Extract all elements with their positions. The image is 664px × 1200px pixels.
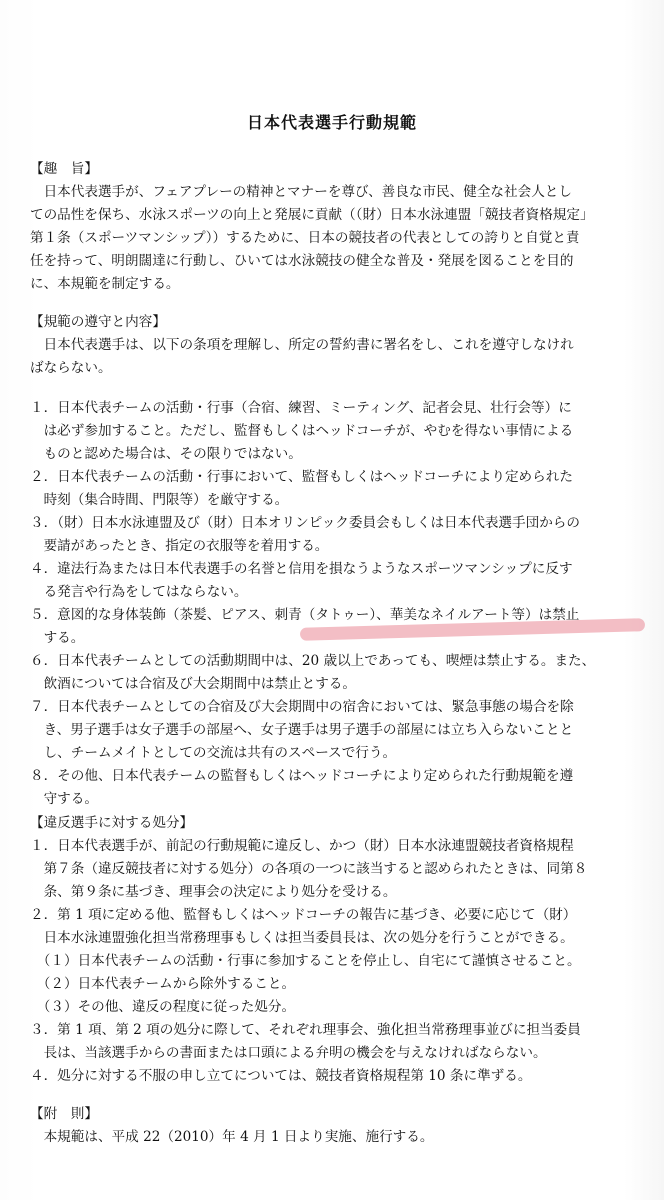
text-line: ２．日本代表チームの活動・行事において、監督もしくはヘッドコーチにより定められた [30,469,573,485]
text-line: １．日本代表チームの活動・行事（合宿、練習、ミーティング、記者会見、壮行会等）に [30,400,572,416]
text-line: する。 [30,630,85,646]
text-line: ８．その他、日本代表チームの監督もしくはヘッドコーチにより定められた行動規範を遵 [30,768,574,784]
text-line: 本規範は、平成 22（2010）年 4 月 1 日より実施、施行する。 [30,1129,434,1145]
text-line: 守する。 [30,791,98,807]
text-line: ５．意図的な身体装飾（茶髪、ピアス、刺青（タトゥー）、華美なネイルアート等）は禁止 [30,607,580,623]
text-line: 日本水泳連盟強化担当常務理事もしくは担当委員長は、次の処分を行うことができる。 [30,930,574,946]
text-line: （３）その他、違反の程度に従った処分。 [30,999,296,1015]
text-line: 【趣 旨】 [30,161,98,177]
text-line: る発言や行為をしてはならない。 [30,584,248,600]
text-line: し、チームメイトとしての交流は共有のスペースで行う。 [30,745,397,761]
text-line: ３．第 1 項、第 2 項の処分に際して、それぞれ理事会、強化担当常務理事並びに担当委員 [30,1022,581,1038]
text-line: 【規範の遵守と内容】 [30,314,166,330]
text-line: ４．違法行為または日本代表選手の名誉と信用を損なうようなスポーツマンシップに反す [30,561,573,577]
text-line: 任を持って、明朗闊達に行動し、ひいては水泳競技の健全な普及・発展を図ることを目的 [30,253,574,269]
text-line: ばならない。 [30,360,112,376]
text-line: （２）日本代表チームから除外すること。 [30,976,296,992]
text-line: に、本規範を制定する。 [30,276,180,292]
text-line: ２．第 1 項に定める他、監督もしくはヘッドコーチの報告に基づき、必要に応じて（財） [30,907,577,923]
text-line: ３．（財）日本水泳連盟及び（財）日本オリンピック委員会もしくは日本代表選手団からの [30,515,580,531]
text-line: 時刻（集合時間、門限等）を厳守する。 [30,492,289,508]
text-line: ６．日本代表チームとしての活動期間中は、20 歳以上であっても、喫煙は禁止する。また、 [30,653,596,669]
text-line: （１）日本代表チームの活動・行事に参加することを停止し、自宅にて謹慎させること。 [30,953,581,969]
text-line: 要請があったとき、指定の衣服等を着用する。 [30,538,329,554]
text-line: 長は、当該選手からの書面または口頭による弁明の機会を与えなければならない。 [30,1045,547,1061]
text-line: ７．日本代表チームとしての合宿及び大会期間中の宿舎においては、緊急事態の場合を除 [30,699,574,715]
text-line: １．日本代表選手が、前記の行動規範に違反し、かつ（財）日本水泳連盟競技者資格規程 [30,838,574,854]
text-line: ４．処分に対する不服の申し立てについては、競技者資格規程第 10 条に準ずる。 [30,1068,532,1084]
text-line: 条、第９条に基づき、理事会の決定により処分を受ける。 [30,884,397,900]
text-line: ての品性を保ち、水泳スポーツの向上と発展に貢献（（財）日本水泳連盟「競技者資格規定」 [30,207,594,223]
text-line: き、男子選手は女子選手の部屋へ、女子選手は男子選手の部屋には立ち入らないことと [30,722,574,738]
text-line: は必ず参加すること。ただし、監督もしくはヘッドコーチが、やむを得ない事情による [30,423,574,439]
text-line: 【違反選手に対する処分】 [30,815,194,831]
text-line: 飲酒については合宿及び大会期間中は禁止とする。 [30,676,356,692]
text-line: 日本代表選手が、フェアプレーの精神とマナーを尊び、善良な市民、健全な社会人とし [30,184,572,200]
text-line: 第７条（違反競技者に対する処分）の各項の一つに該当すると認められたときは、同第８ [30,861,588,877]
text-line: 第１条（スポーツマンシップ））するために、日本の競技者の代表としての誇りと自覚と責 [30,230,580,246]
document-title: 日本代表選手行動規範 [246,113,417,132]
text-line: ものと認めた場合は、その限りではない。 [30,446,302,462]
text-line: 日本代表選手は、以下の条項を理解し、所定の誓約書に署名をし、これを遵守しなけれ [30,337,574,353]
text-line: 【附 則】 [30,1106,98,1122]
